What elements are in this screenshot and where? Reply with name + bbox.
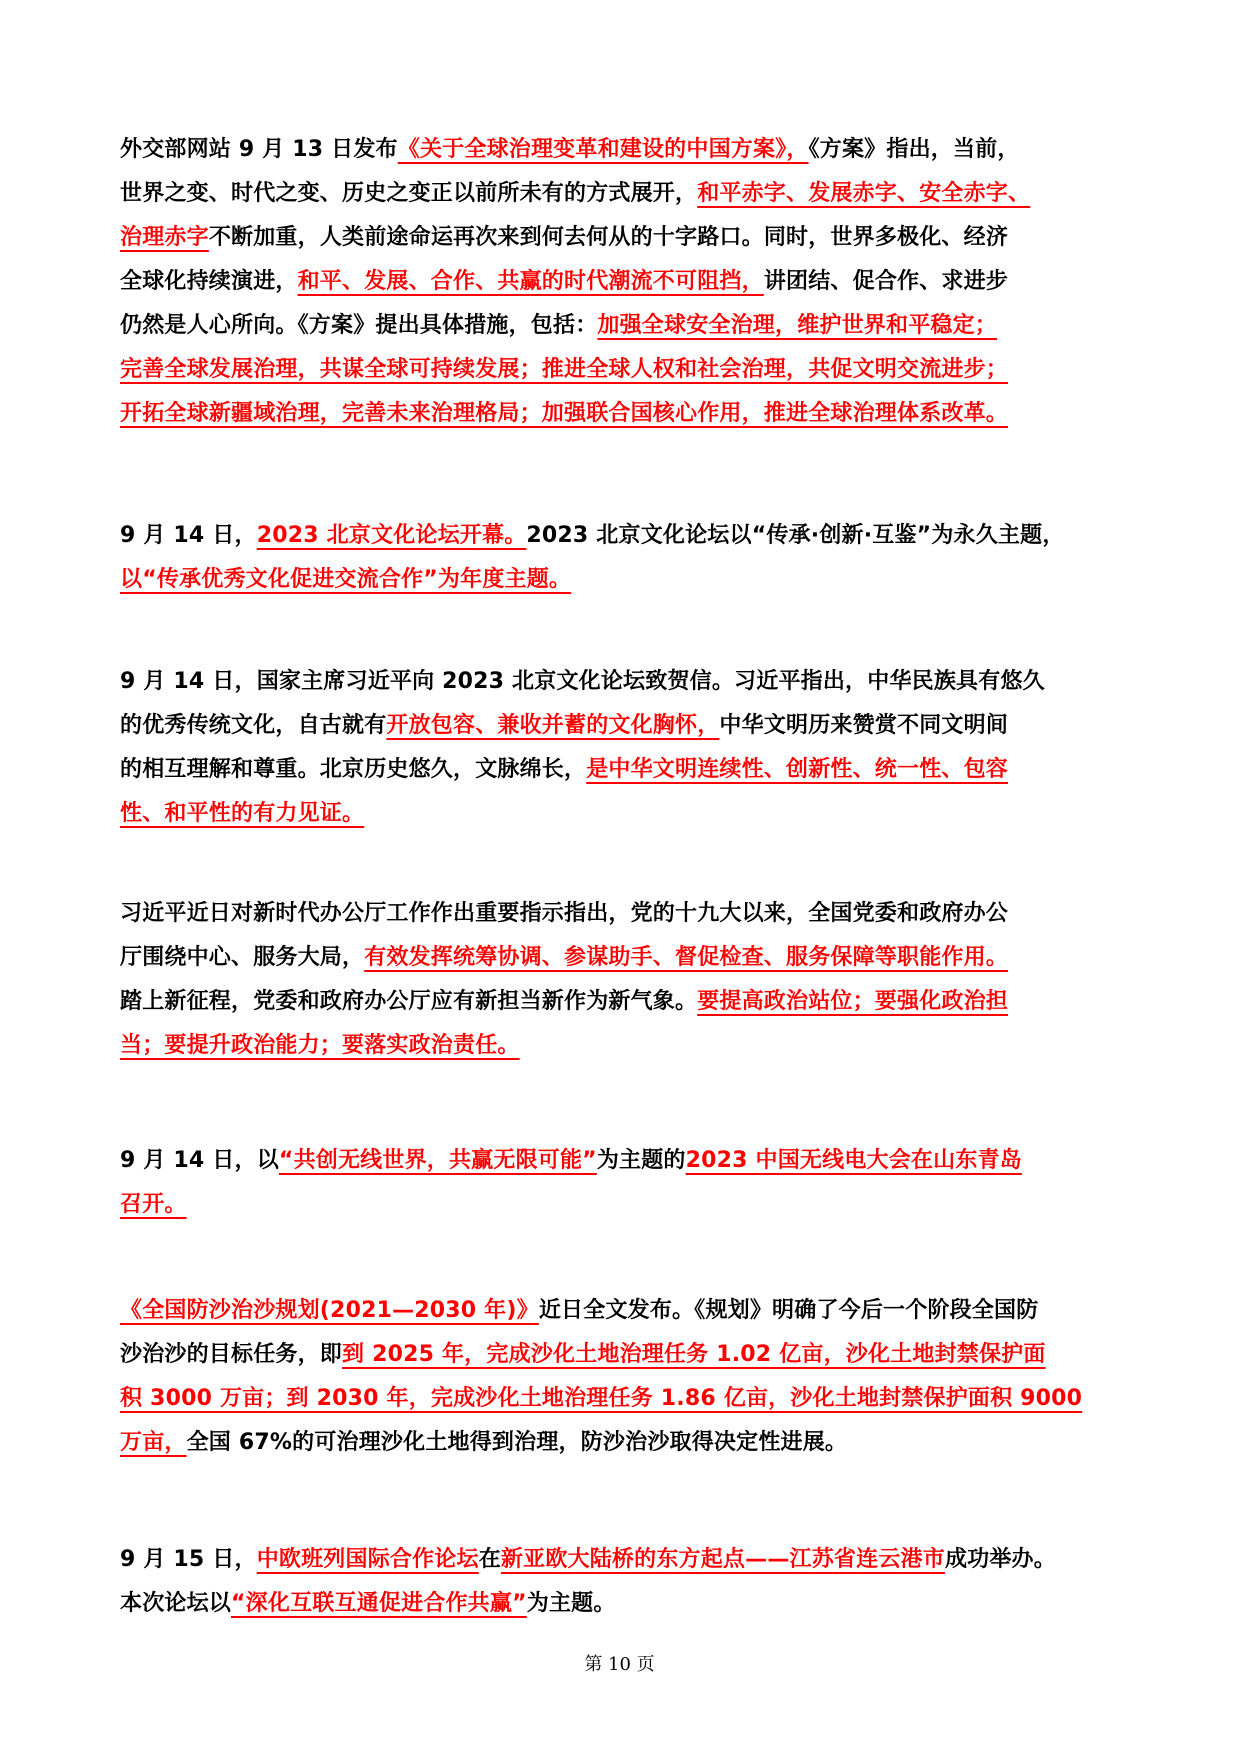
body-text: 在 bbox=[478, 1547, 501, 1572]
highlighted-key-phrase: 中欧班列国际合作论坛 bbox=[256, 1547, 479, 1572]
text-line bbox=[120, 260, 1130, 304]
body-text: 为主题。 bbox=[526, 1591, 616, 1616]
text-line bbox=[120, 1183, 1130, 1227]
body-text: 习近平近日对新时代办公厅工作作出重要指示指出，党的十九大以来，全国党委和政府办公 bbox=[120, 901, 1009, 926]
body-text: 世界之变、时代之变、历史之变正以前所未有的方式展开， bbox=[120, 181, 698, 206]
news-paragraph bbox=[120, 1289, 1130, 1465]
highlighted-key-phrase: 加强全球安全治理，维护世界和平稳定； bbox=[597, 313, 998, 338]
highlighted-key-phrase: 《关于全球治理变革和建设的中国方案》， bbox=[397, 137, 809, 162]
text-line bbox=[120, 304, 1130, 348]
body-text: 仍然是人心所向。《方案》提出具体措施，包括： bbox=[120, 313, 598, 338]
highlighted-key-phrase: 新亚欧大陆桥的东方起点——江苏省连云港市 bbox=[500, 1547, 945, 1572]
text-line bbox=[120, 128, 1130, 172]
page-number-footer: 第 10 页 bbox=[584, 1654, 655, 1675]
highlighted-key-phrase: 要提高政治站位；要强化政治担 bbox=[697, 989, 1009, 1014]
highlighted-key-phrase: 完善全球发展治理，共谋全球可持续发展；推进全球人权和社会治理，共促文明交流进步； bbox=[120, 357, 1009, 382]
body-text: 9 月 14 日，国家主席习近平向 2023 北京文化论坛致贺信。习近平指出，中华民族具有悠久 bbox=[120, 669, 1045, 694]
text-line bbox=[120, 1421, 1130, 1465]
body-text: 的相互理解和尊重。北京历史悠久，文脉绵长， bbox=[120, 757, 587, 782]
text-line bbox=[120, 980, 1130, 1024]
highlighted-key-phrase: 万亩， bbox=[120, 1430, 187, 1455]
highlighted-key-phrase: 2023 中国无线电大会在山东青岛 bbox=[685, 1148, 1022, 1173]
highlighted-key-phrase: 召开。 bbox=[120, 1192, 187, 1217]
text-line bbox=[120, 660, 1130, 704]
text-line bbox=[120, 1582, 1130, 1626]
body-text: 9 月 14 日， bbox=[120, 523, 257, 548]
highlighted-key-phrase: 到 2025 年，完成沙化土地治理任务 1.02 亿亩，沙化土地封禁保护面 bbox=[342, 1342, 1046, 1367]
highlighted-key-phrase: “深化互联互通促进合作共赢” bbox=[231, 1591, 527, 1616]
news-paragraph bbox=[120, 128, 1130, 436]
body-text: 为主题的 bbox=[596, 1148, 686, 1173]
body-text: 9 月 14 日，以 bbox=[120, 1148, 279, 1173]
body-text: 沙治沙的目标任务，即 bbox=[120, 1342, 343, 1367]
highlighted-key-phrase: 《全国防沙治沙规划(2021—2030 年)》 bbox=[120, 1298, 539, 1323]
text-line bbox=[120, 216, 1130, 260]
text-line bbox=[120, 514, 1130, 558]
body-text: 中华文明历来赞赏不同文明间 bbox=[719, 713, 1009, 738]
text-line bbox=[120, 1377, 1130, 1421]
text-line bbox=[120, 558, 1130, 602]
highlighted-key-phrase: 性、和平性的有力见证。 bbox=[120, 801, 365, 826]
body-text: 全国 67%的可治理沙化土地得到治理，防沙治沙取得决定性进展。 bbox=[186, 1430, 848, 1455]
body-text: 的优秀传统文化，自古就有 bbox=[120, 713, 387, 738]
body-text: 2023 北京文化论坛以“传承·创新·互鉴”为永久主题， bbox=[526, 523, 1065, 548]
text-line bbox=[120, 1538, 1130, 1582]
body-text: 外交部网站 9 月 13 日发布 bbox=[120, 137, 398, 162]
text-line bbox=[120, 1139, 1130, 1183]
text-line bbox=[120, 172, 1130, 216]
highlighted-key-phrase: 和平、发展、合作、共赢的时代潮流不可阻挡， bbox=[297, 269, 764, 294]
highlighted-key-phrase: 2023 北京文化论坛开幕。 bbox=[256, 523, 527, 548]
news-paragraph bbox=[120, 660, 1130, 836]
body-text: 不断加重，人类前途命运再次来到何去何从的十字路口。同时，世界多极化、经济 bbox=[208, 225, 1009, 250]
body-text: 踏上新征程，党委和政府办公厅应有新担当新作为新气象。 bbox=[120, 989, 698, 1014]
highlighted-key-phrase: 是中华文明连续性、创新性、统一性、包容 bbox=[586, 757, 1009, 782]
news-paragraph bbox=[120, 1538, 1130, 1626]
highlighted-key-phrase: 当；要提升政治能力；要落实政治责任。 bbox=[120, 1033, 520, 1058]
highlighted-key-phrase: 开放包容、兼收并蓄的文化胸怀， bbox=[386, 713, 720, 738]
body-text: 《方案》指出，当前， bbox=[808, 137, 1020, 162]
body-text: 成功举办。 bbox=[944, 1547, 1056, 1572]
highlighted-key-phrase: “共创无线世界，共赢无限可能” bbox=[278, 1148, 597, 1173]
highlighted-key-phrase: 治理赤字 bbox=[120, 225, 209, 250]
news-paragraph bbox=[120, 892, 1130, 1068]
text-line bbox=[120, 748, 1130, 792]
highlighted-key-phrase: 和平赤字、发展赤字、安全赤字、 bbox=[697, 181, 1031, 206]
text-line bbox=[120, 792, 1130, 836]
text-line bbox=[120, 704, 1130, 748]
text-line bbox=[120, 1289, 1130, 1333]
news-paragraph bbox=[120, 1139, 1130, 1227]
text-line bbox=[120, 392, 1130, 436]
text-line bbox=[120, 348, 1130, 392]
text-line bbox=[120, 1333, 1130, 1377]
body-text: 讲团结、促合作、求进步 bbox=[763, 269, 1009, 294]
highlighted-key-phrase: 有效发挥统筹协调、参谋助手、督促检查、服务保障等职能作用。 bbox=[364, 945, 1009, 970]
body-text: 厅围绕中心、服务大局， bbox=[120, 945, 365, 970]
text-line bbox=[120, 1024, 1130, 1068]
body-text: 9 月 15 日， bbox=[120, 1547, 257, 1572]
text-line bbox=[120, 936, 1130, 980]
highlighted-key-phrase: 积 3000 万亩；到 2030 年，完成沙化土地治理任务 1.86 亿亩，沙化土地封禁保护面积 9000 bbox=[120, 1386, 1083, 1411]
body-text: 本次论坛以 bbox=[120, 1591, 232, 1616]
highlighted-key-phrase: 以“传承优秀文化促进交流合作”为年度主题。 bbox=[120, 567, 572, 592]
body-text: 全球化持续演进， bbox=[120, 269, 298, 294]
text-line bbox=[120, 892, 1130, 936]
news-paragraph bbox=[120, 514, 1130, 602]
body-text: 近日全文发布。《规划》明确了今后一个阶段全国防 bbox=[538, 1298, 1039, 1323]
highlighted-key-phrase: 开拓全球新疆域治理，完善未来治理格局；加强联合国核心作用，推进全球治理体系改革。 bbox=[120, 401, 1009, 426]
